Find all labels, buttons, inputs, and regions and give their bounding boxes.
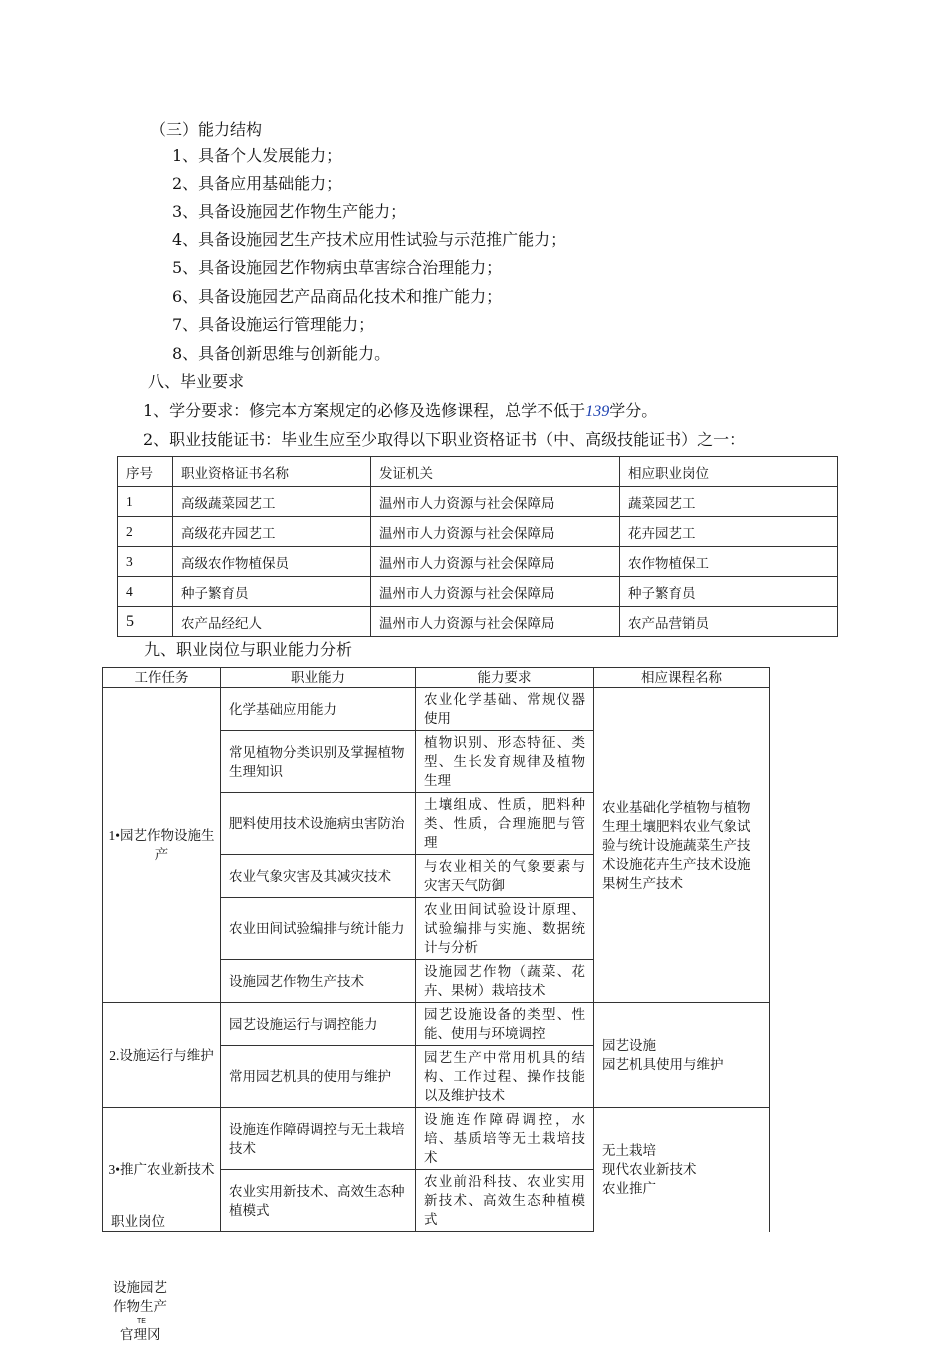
cell: 高级花卉园艺工 — [173, 517, 371, 547]
ability-cell: 园艺设施运行与调控能力 — [221, 1003, 416, 1046]
cell: 温州市人力资源与社会保障局 — [371, 577, 620, 607]
ability-cell: 设施园艺作物生产技术 — [221, 960, 416, 1003]
cert-table — [117, 456, 838, 637]
footer-partial-text: 官理冈 — [120, 1327, 161, 1342]
cell: 种子繁育员 — [173, 577, 371, 607]
table-row — [118, 547, 838, 577]
ability-cell: 常用园艺机具的使用与维护 — [221, 1046, 416, 1108]
cell: 3 — [118, 547, 173, 577]
ability-item: 3、具备设施园艺作物生产能力； — [172, 202, 407, 221]
credit-prefix: 1、学分要求：修完本方案规定的必修及选修课程，总学不低于 — [143, 401, 586, 420]
cell: 高级蔬菜园艺工 — [173, 487, 371, 517]
cell: 2 — [118, 517, 173, 547]
cell: 高级农作物植保员 — [173, 547, 371, 577]
section9-heading: 九、职业岗位与职业能力分析 — [144, 640, 353, 659]
footer-post-line: 作物生产 — [113, 1299, 167, 1314]
table-row — [118, 487, 838, 517]
table-row — [118, 607, 838, 637]
header-cell: 工作任务 — [103, 668, 221, 688]
ability-item: 8、具备创新思维与创新能力。 — [172, 344, 391, 363]
ability-cell: 农业田间试验编排与统计能力 — [221, 898, 416, 960]
requirement-cell: 园艺设施设备的类型、性能、使用与环境调控 — [416, 1003, 594, 1046]
cell: 温州市人力资源与社会保障局 — [371, 517, 620, 547]
cell: 温州市人力资源与社会保障局 — [371, 547, 620, 577]
cell: 花卉园艺工 — [620, 517, 838, 547]
requirement-cell: 农业田间试验设计原理、试验编排与实施、数据统计与分析 — [416, 898, 594, 960]
cell: 温州市人力资源与社会保障局 — [371, 607, 620, 637]
table-row — [103, 1108, 770, 1170]
header-cell: 职业资格证书名称 — [173, 457, 371, 487]
table-row — [118, 577, 838, 607]
task-cell: 2.设施运行与维护 — [103, 1003, 221, 1108]
cell: 1 — [118, 487, 173, 517]
ability-cell: 农业实用新技术、高效生态种植模式 — [221, 1170, 416, 1232]
table-row — [103, 688, 770, 731]
requirement-cell: 设施连作障碍调控，水培、基质培等无土栽培技术 — [416, 1108, 594, 1170]
table-row — [118, 517, 838, 547]
header-cell: 序号 — [118, 457, 173, 487]
requirement-cell: 设施园艺作物（蔬菜、花卉、果树）栽培技术 — [416, 960, 594, 1003]
task-cell: 3•推广农业新技术 — [103, 1108, 221, 1232]
cell: 蔬菜园艺工 — [620, 487, 838, 517]
header-cell: 发证机关 — [371, 457, 620, 487]
ability-item: 7、具备设施运行管理能力； — [172, 315, 375, 334]
cell: 温州市人力资源与社会保障局 — [371, 487, 620, 517]
ability-item: 2、具备应用基础能力； — [172, 174, 343, 193]
ability-item: 4、具备设施园艺生产技术应用性试验与示范推广能力； — [172, 230, 567, 249]
cell: 农产品经纪人 — [173, 607, 371, 637]
requirement-cell: 植物识别、形态特征、类型、生长发育规律及植物生理 — [416, 731, 594, 793]
ability-cell: 常见植物分类识别及掌握植物生理知识 — [221, 731, 416, 793]
course-cell: 无土栽培 现代农业新技术 农业推广 — [594, 1108, 770, 1232]
header-cell: 职业能力 — [221, 668, 416, 688]
cert-requirement: 2、职业技能证书：毕业生应至少取得以下职业资格证书（中、高级技能证书）之一： — [143, 430, 746, 449]
cell: 农产品营销员 — [620, 607, 838, 637]
section3-heading: （三）能力结构 — [150, 120, 263, 139]
ability-item: 5、具备设施园艺作物病虫草害综合治理能力； — [172, 258, 503, 277]
cell: 种子繁育员 — [620, 577, 838, 607]
requirement-cell: 农业前沿科技、农业实用新技术、高效生态种植模式 — [416, 1170, 594, 1232]
credit-requirement — [143, 401, 657, 422]
task-cell: 1•园艺作物设施生产 — [103, 688, 221, 1003]
course-cell: 农业基础化学植物与植物生理土壤肥料农业气象试验与统计设施蔬菜生产技术设施花卉生产技术设施果树生产技术 — [594, 688, 770, 1003]
ability-cell: 化学基础应用能力 — [221, 688, 416, 731]
cell: 5 — [118, 607, 173, 637]
cell: 4 — [118, 577, 173, 607]
credit-value: 139 — [585, 403, 610, 420]
requirement-cell: 园艺生产中常用机具的结构、工作过程、操作技能以及维护技术 — [416, 1046, 594, 1108]
requirement-cell: 与农业相关的气象要素与灾害天气防御 — [416, 855, 594, 898]
ability-cell: 肥料使用技术设施病虫害防治 — [221, 793, 416, 855]
footer-post-line: 设施园艺 — [113, 1280, 167, 1295]
table-row — [103, 1003, 770, 1046]
header-cell: 相应课程名称 — [594, 668, 770, 688]
ability-item: 1、具备个人发展能力； — [172, 146, 343, 165]
header-cell: 能力要求 — [416, 668, 594, 688]
table-header-row — [103, 668, 770, 688]
requirement-cell: 农业化学基础、常规仪器使用 — [416, 688, 594, 731]
ability-cell: 农业气象灾害及其减灾技术 — [221, 855, 416, 898]
footer-tiny-mark: TE — [137, 1318, 146, 1325]
analysis-table — [102, 667, 770, 1232]
ability-item: 6、具备设施园艺产品商品化技术和推广能力； — [172, 287, 503, 306]
course-cell: 园艺设施 园艺机具使用与维护 — [594, 1003, 770, 1108]
footer-label: 职业岗位 — [111, 1214, 165, 1229]
credit-suffix: 学分。 — [609, 401, 658, 420]
cell: 农作物植保工 — [620, 547, 838, 577]
section8-heading: 八、毕业要求 — [148, 372, 245, 391]
ability-cell: 设施连作障碍调控与无土栽培技术 — [221, 1108, 416, 1170]
requirement-cell: 土壤组成、性质，肥料种类、性质，合理施肥与管理 — [416, 793, 594, 855]
table-header-row — [118, 457, 838, 487]
header-cell: 相应职业岗位 — [620, 457, 838, 487]
